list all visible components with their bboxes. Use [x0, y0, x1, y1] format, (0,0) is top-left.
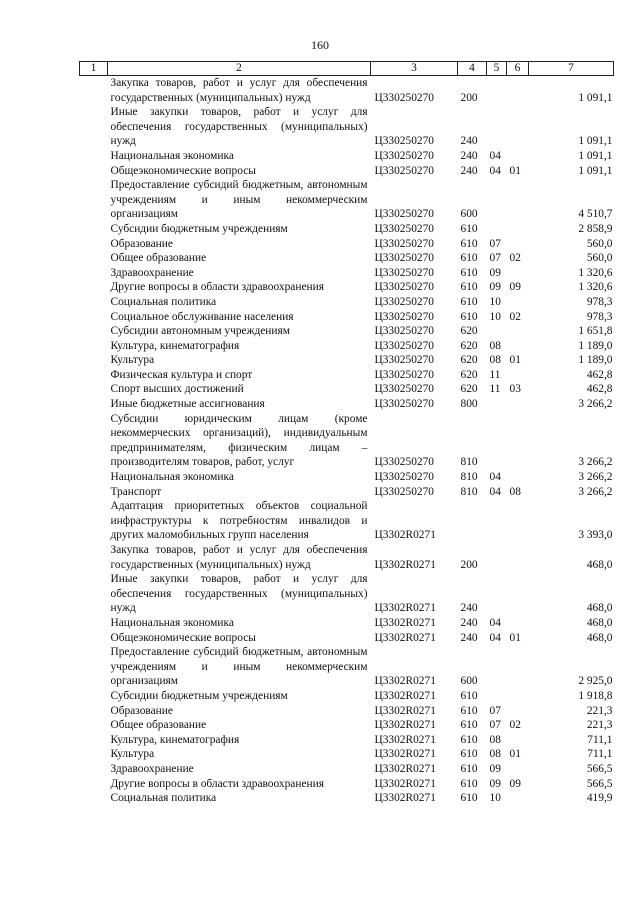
row-section: [487, 178, 507, 222]
row-subsection: [507, 76, 529, 106]
table-row: [80, 499, 614, 543]
row-name: Субсидии юридическим лицам (кроме некоммерческих организаций), индивидуальным предпринимателям, физическим лицам – производителям товаров, работ, услуг: [110, 412, 368, 469]
row-expense-type: 240: [460, 135, 478, 148]
row-expense-type: 240: [460, 616, 478, 629]
table-body: [80, 76, 614, 806]
row-amount: 221,3: [586, 719, 613, 732]
row-amount: 3 266,2: [578, 471, 613, 484]
table-row: [80, 572, 614, 616]
row-amount: 462,8: [586, 368, 613, 381]
row-blank-cell: [80, 631, 108, 646]
row-subsection: [507, 237, 529, 252]
row-amount: 3 393,0: [578, 529, 613, 542]
row-section: 08: [489, 733, 501, 746]
row-subsection: [507, 266, 529, 281]
table-row: [80, 718, 614, 733]
row-section: 04: [489, 164, 501, 177]
row-amount: 1 189,0: [578, 339, 613, 352]
table-row: [80, 164, 614, 179]
row-expense-type: 810: [460, 471, 478, 484]
row-section: 11: [489, 368, 501, 381]
row-subsection: [507, 733, 529, 748]
row-section: 10: [489, 295, 501, 308]
row-name: Здравоохранение: [110, 266, 194, 279]
row-section: 09: [489, 777, 501, 790]
row-blank-cell: [80, 762, 108, 777]
row-blank-cell: [80, 470, 108, 485]
row-subsection: [507, 616, 529, 631]
row-subsection: [507, 368, 529, 383]
table-row: [80, 543, 614, 572]
row-subsection: 02: [509, 719, 521, 732]
row-section: 04: [489, 616, 501, 629]
row-name: Адаптация приоритетных объектов социальной инфраструктуры к потребностям инвалидов и других маломобильных групп населения: [110, 500, 368, 542]
row-amount: 711,1: [587, 733, 613, 746]
row-target-code: Ц330250270: [374, 456, 434, 469]
row-expense-type: 240: [460, 602, 478, 615]
row-blank-cell: [80, 368, 108, 383]
row-expense-type: 610: [460, 733, 478, 746]
row-section: [487, 76, 507, 106]
row-expense-type: 610: [460, 310, 478, 323]
row-name: Иные закупки товаров, работ и услуг для обеспечения государственных (муниципальных) нужд: [110, 106, 368, 148]
row-amount: 1 320,6: [578, 281, 613, 294]
header-col-4: 4: [458, 62, 487, 76]
row-name: Иные бюджетные ассигнования: [110, 398, 265, 411]
row-amount: 1 320,6: [578, 266, 613, 279]
row-subsection: [507, 572, 529, 616]
row-target-code: Ц330250270: [374, 295, 434, 308]
row-section: [487, 412, 507, 470]
row-target-code: Ц330250270: [374, 354, 434, 367]
row-amount: 3 266,2: [578, 456, 613, 469]
table-row: [80, 105, 614, 149]
row-section: [487, 397, 507, 412]
row-amount: 221,3: [586, 704, 613, 717]
table-row: [80, 237, 614, 252]
row-blank-cell: [80, 266, 108, 281]
row-amount: 3 266,2: [578, 398, 613, 411]
row-expense-type: 610: [460, 704, 478, 717]
row-blank-cell: [80, 310, 108, 325]
row-target-code: Ц330250270: [374, 149, 434, 162]
row-target-code: Ц3302R0271: [374, 689, 436, 702]
row-subsection: [507, 499, 529, 543]
table-row: [80, 616, 614, 631]
table-row: [80, 631, 614, 646]
row-blank-cell: [80, 572, 108, 616]
header-row: [80, 62, 614, 76]
table-row: [80, 470, 614, 485]
row-target-code: Ц330250270: [374, 471, 434, 484]
row-name: Национальная экономика: [110, 471, 234, 484]
row-target-code: Ц330250270: [374, 310, 434, 323]
row-target-code: Ц3302R0271: [374, 704, 436, 717]
row-target-code: Ц330250270: [374, 252, 434, 265]
row-blank-cell: [80, 382, 108, 397]
header-col-5: 5: [487, 62, 507, 76]
row-name: Образование: [110, 237, 173, 250]
row-blank-cell: [80, 543, 108, 572]
row-subsection: [507, 222, 529, 237]
row-name: Общее образование: [110, 719, 207, 732]
row-target-code: Ц330250270: [374, 383, 434, 396]
row-name: Субсидии бюджетным учреждениям: [110, 689, 288, 702]
row-section: 04: [489, 485, 501, 498]
row-name: Культура, кинематография: [110, 339, 240, 352]
row-blank-cell: [80, 718, 108, 733]
row-expense-type: 610: [460, 222, 478, 235]
row-target-code: Ц3302R0271: [374, 616, 436, 629]
row-name: Культура: [110, 354, 155, 367]
row-amount: 2 925,0: [578, 675, 613, 688]
row-blank-cell: [80, 689, 108, 704]
row-target-code: Ц330250270: [374, 281, 434, 294]
row-expense-type: 600: [460, 208, 478, 221]
row-amount: 1 091,1: [578, 135, 613, 148]
row-expense-type: 240: [460, 164, 478, 177]
row-expense-type: 620: [460, 383, 478, 396]
row-name: Общее образование: [110, 252, 207, 265]
row-section: [487, 689, 507, 704]
row-target-code: Ц330250270: [374, 91, 434, 104]
row-subsection: 01: [509, 354, 521, 367]
row-amount: 566,5: [586, 777, 613, 790]
row-name: Культура, кинематография: [110, 733, 240, 746]
table-row: [80, 412, 614, 470]
row-name: Общеэкономические вопросы: [110, 631, 256, 644]
row-blank-cell: [80, 164, 108, 179]
row-blank-cell: [80, 222, 108, 237]
row-expense-type: 620: [460, 368, 478, 381]
row-blank-cell: [80, 499, 108, 543]
table-row: [80, 178, 614, 222]
row-subsection: [507, 543, 529, 572]
row-section: 09: [489, 281, 501, 294]
row-subsection: 02: [509, 310, 521, 323]
row-section: 09: [489, 762, 501, 775]
row-subsection: 03: [509, 383, 521, 396]
header-col-7: 7: [529, 62, 614, 76]
row-target-code: Ц3302R0271: [374, 529, 436, 542]
row-target-code: Ц330250270: [374, 222, 434, 235]
row-amount: 462,8: [586, 383, 613, 396]
row-name: Социальная политика: [110, 295, 217, 308]
row-expense-type: 610: [460, 762, 478, 775]
table-row: [80, 485, 614, 500]
row-name: Закупка товаров, работ и услуг для обеспечения государственных (муниципальных) нужд: [110, 77, 368, 104]
row-amount: 468,0: [586, 616, 613, 629]
row-expense-type: 810: [460, 485, 478, 498]
row-subsection: [507, 412, 529, 470]
row-section: [487, 222, 507, 237]
row-name: Субсидии бюджетным учреждениям: [110, 222, 288, 235]
row-subsection: 01: [509, 164, 521, 177]
row-expense-type: 610: [460, 295, 478, 308]
row-blank-cell: [80, 412, 108, 470]
row-expense-type: 240: [460, 149, 478, 162]
row-subsection: [507, 762, 529, 777]
row-expense-type: 610: [460, 266, 478, 279]
row-blank-cell: [80, 251, 108, 266]
row-name: Субсидии автономным учреждениям: [110, 325, 290, 338]
row-target-code: Ц3302R0271: [374, 719, 436, 732]
row-name: Транспорт: [110, 485, 162, 498]
row-target-code: Ц3302R0271: [374, 558, 436, 571]
row-name: Иные закупки товаров, работ и услуг для обеспечения государственных (муниципальных) нужд: [110, 573, 368, 615]
row-subsection: [507, 339, 529, 354]
row-amount: 468,0: [586, 602, 613, 615]
row-subsection: [507, 397, 529, 412]
row-section: 08: [489, 748, 501, 761]
row-expense-type: 240: [460, 631, 478, 644]
table-row: [80, 324, 614, 339]
row-section: [487, 572, 507, 616]
row-expense-type: 610: [460, 689, 478, 702]
row-section: [487, 105, 507, 149]
row-amount: 1 918,8: [578, 689, 613, 702]
row-amount: 978,3: [586, 310, 613, 323]
row-amount: 1 091,1: [578, 164, 613, 177]
row-blank-cell: [80, 105, 108, 149]
row-subsection: [507, 791, 529, 806]
row-name: Национальная экономика: [110, 616, 234, 629]
table-row: [80, 295, 614, 310]
row-subsection: [507, 645, 529, 689]
row-section: [487, 499, 507, 543]
row-target-code: Ц330250270: [374, 368, 434, 381]
row-section: 10: [489, 792, 501, 805]
row-section: 11: [489, 383, 501, 396]
row-blank-cell: [80, 704, 108, 719]
table-row: [80, 266, 614, 281]
row-expense-type: 610: [460, 792, 478, 805]
row-blank-cell: [80, 791, 108, 806]
row-target-code: Ц330250270: [374, 135, 434, 148]
row-target-code: Ц330250270: [374, 208, 434, 221]
row-target-code: Ц330250270: [374, 398, 434, 411]
row-target-code: Ц330250270: [374, 325, 434, 338]
row-blank-cell: [80, 76, 108, 106]
row-name: Здравоохранение: [110, 762, 194, 775]
row-name: Спорт высших достижений: [110, 383, 244, 396]
table-row: [80, 382, 614, 397]
table-row: [80, 733, 614, 748]
row-section: 08: [489, 354, 501, 367]
row-target-code: Ц330250270: [374, 237, 434, 250]
row-subsection: 02: [509, 252, 521, 265]
page-number: 160: [311, 38, 329, 52]
row-section: 04: [489, 631, 501, 644]
row-subsection: [507, 704, 529, 719]
table-row: [80, 791, 614, 806]
row-expense-type: 610: [460, 237, 478, 250]
row-subsection: [507, 178, 529, 222]
row-expense-type: 620: [460, 325, 478, 338]
row-blank-cell: [80, 733, 108, 748]
row-subsection: [507, 295, 529, 310]
row-amount: 3 266,2: [578, 485, 613, 498]
row-amount: 711,1: [587, 748, 613, 761]
row-target-code: Ц330250270: [374, 266, 434, 279]
row-target-code: Ц3302R0271: [374, 777, 436, 790]
row-subsection: 08: [509, 485, 521, 498]
row-expense-type: 800: [460, 398, 478, 411]
row-amount: 1 091,1: [578, 91, 613, 104]
row-name: Физическая культура и спорт: [110, 368, 253, 381]
row-section: 07: [489, 252, 501, 265]
row-name: Закупка товаров, работ и услуг для обеспечения государственных (муниципальных) нужд: [110, 544, 368, 571]
row-blank-cell: [80, 149, 108, 164]
row-blank-cell: [80, 178, 108, 222]
row-target-code: Ц3302R0271: [374, 733, 436, 746]
row-section: 07: [489, 704, 501, 717]
row-subsection: 01: [509, 748, 521, 761]
row-blank-cell: [80, 777, 108, 792]
row-blank-cell: [80, 324, 108, 339]
table-row: [80, 704, 614, 719]
row-section: 04: [489, 149, 501, 162]
row-target-code: Ц330250270: [374, 339, 434, 352]
row-blank-cell: [80, 616, 108, 631]
row-expense-type: 620: [460, 339, 478, 352]
row-expense-type: 610: [460, 281, 478, 294]
row-expense-type: 200: [460, 91, 478, 104]
row-expense-type: 810: [460, 456, 478, 469]
table-row: [80, 747, 614, 762]
table-row: [80, 777, 614, 792]
row-section: 04: [489, 471, 501, 484]
row-name: Предоставление субсидий бюджетным, автономным учреждениям и иным некоммерческим организациям: [110, 179, 368, 221]
table-row: [80, 222, 614, 237]
row-section: [487, 645, 507, 689]
table-row: [80, 762, 614, 777]
table-row: [80, 689, 614, 704]
row-name: Общеэкономические вопросы: [110, 164, 256, 177]
row-amount: 468,0: [586, 558, 613, 571]
row-target-code: Ц330250270: [374, 164, 434, 177]
row-name: Социальное обслуживание населения: [110, 310, 294, 323]
row-name: Национальная экономика: [110, 149, 234, 162]
row-expense-type: 610: [460, 777, 478, 790]
row-expense-type: 610: [460, 748, 478, 761]
row-expense-type: 200: [460, 558, 478, 571]
row-name: Предоставление субсидий бюджетным, автономным учреждениям и иным некоммерческим организациям: [110, 646, 368, 688]
header-col-2: 2: [108, 62, 371, 76]
row-blank-cell: [80, 645, 108, 689]
row-blank-cell: [80, 485, 108, 500]
header-col-1: 1: [80, 62, 108, 76]
row-amount: 1 651,8: [578, 325, 613, 338]
table-row: [80, 339, 614, 354]
row-expense-type: 600: [460, 675, 478, 688]
row-name: Другие вопросы в области здравоохранения: [110, 777, 324, 790]
row-blank-cell: [80, 280, 108, 295]
row-amount: 4 510,7: [578, 208, 613, 221]
row-name: Образование: [110, 704, 173, 717]
row-name: Социальная политика: [110, 792, 217, 805]
row-target-code: Ц3302R0271: [374, 792, 436, 805]
row-target-code: Ц330250270: [374, 485, 434, 498]
table-row: [80, 397, 614, 412]
row-section: 07: [489, 719, 501, 732]
table-row: [80, 645, 614, 689]
row-blank-cell: [80, 339, 108, 354]
row-expense-type: 620: [460, 354, 478, 367]
row-section: 09: [489, 266, 501, 279]
row-section: 10: [489, 310, 501, 323]
header-col-3: 3: [371, 62, 458, 76]
row-target-code: Ц3302R0271: [374, 748, 436, 761]
table-header: [80, 62, 614, 76]
row-amount: 1 091,1: [578, 149, 613, 162]
row-expense-type: [458, 499, 487, 543]
row-subsection: 09: [509, 281, 521, 294]
row-blank-cell: [80, 237, 108, 252]
row-expense-type: 610: [460, 252, 478, 265]
budget-table: [79, 61, 614, 806]
table-row: [80, 310, 614, 325]
header-col-6: 6: [507, 62, 529, 76]
row-section: 08: [489, 339, 501, 352]
row-subsection: [507, 324, 529, 339]
row-target-code: Ц3302R0271: [374, 602, 436, 615]
row-subsection: [507, 689, 529, 704]
table-row: [80, 280, 614, 295]
row-blank-cell: [80, 295, 108, 310]
row-amount: 566,5: [586, 762, 613, 775]
row-amount: 560,0: [586, 237, 613, 250]
row-target-code: Ц3302R0271: [374, 675, 436, 688]
row-amount: 419,9: [586, 792, 613, 805]
row-subsection: [507, 470, 529, 485]
row-blank-cell: [80, 747, 108, 762]
row-amount: 468,0: [586, 631, 613, 644]
row-name: Другие вопросы в области здравоохранения: [110, 281, 324, 294]
row-subsection: 09: [509, 777, 521, 790]
row-expense-type: 610: [460, 719, 478, 732]
row-section: 07: [489, 237, 501, 250]
table-row: [80, 149, 614, 164]
row-section: [487, 543, 507, 572]
table-row: [80, 353, 614, 368]
row-amount: 560,0: [586, 252, 613, 265]
row-amount: 978,3: [586, 295, 613, 308]
row-section: [487, 324, 507, 339]
row-subsection: [507, 149, 529, 164]
row-subsection: [507, 105, 529, 149]
table-row: [80, 251, 614, 266]
row-subsection: 01: [509, 631, 521, 644]
row-amount: 1 189,0: [578, 354, 613, 367]
table-row: [80, 76, 614, 106]
table-row: [80, 368, 614, 383]
row-blank-cell: [80, 353, 108, 368]
row-amount: 2 858,9: [578, 222, 613, 235]
row-name: Культура: [110, 748, 155, 761]
row-target-code: Ц3302R0271: [374, 762, 436, 775]
row-target-code: Ц3302R0271: [374, 631, 436, 644]
row-blank-cell: [80, 397, 108, 412]
